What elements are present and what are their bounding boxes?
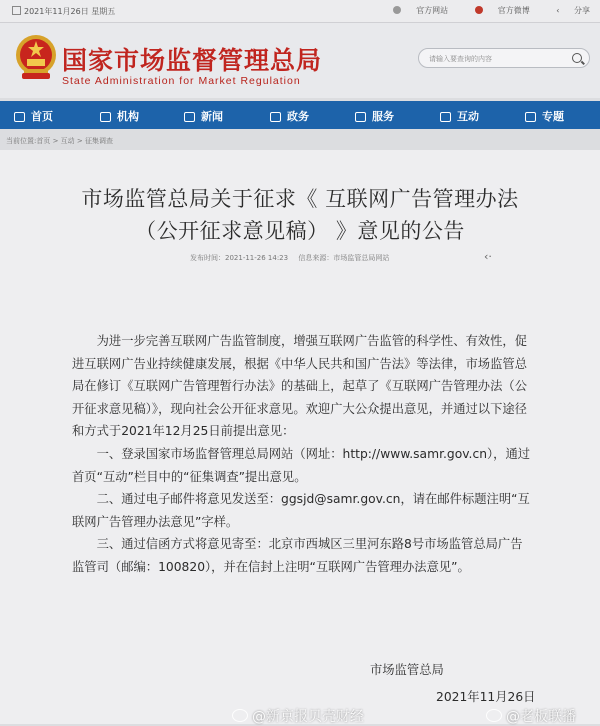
article-body [72,330,532,579]
nav-item-topics[interactable]: 专题 [525,108,564,124]
topics-icon [525,112,536,122]
institution-icon [100,112,111,122]
watermark-right: @老板联播 [486,706,576,726]
body-paragraph: 三、通过信函方式将意见寄至：北京市西城区三里河东路8号市场监管总局广告监管司（邮编：100820），并在信封上注明“互联网广告管理办法意见”。 [72,537,523,574]
interaction-icon [440,112,451,122]
share-icon[interactable]: ‹· [484,250,492,263]
calendar-icon [12,6,21,15]
nav-item-interaction[interactable]: 互动 [440,108,479,124]
site-icon [393,6,401,14]
affairs-icon [270,112,281,122]
article-title-line-2: （公开征求意见稿） 》意见的公告 [135,219,465,243]
search-input[interactable] [418,48,590,68]
home-icon [14,112,25,122]
site-header [0,23,600,98]
news-icon [184,112,195,122]
site-title-en: State Administration for Market Regulation [62,75,301,87]
share-icon: ‹ [556,6,560,15]
top-links [369,5,590,16]
publish-time: 发布时间：2021-11-26 14:23 [190,254,289,262]
body-paragraph: 二、通过电子邮件将意见发送至：ggsjd@samr.gov.cn，请在邮件标题注明“互联网广告管理办法意见”字样。 [72,492,530,529]
search-icon[interactable] [572,53,582,63]
weibo-icon [486,709,502,722]
weibo-icon [475,6,483,14]
current-date: 2021年11月26日 星期五 [12,6,115,17]
article-meta [190,253,397,263]
search-placeholder: 请输入要查询的内容 [429,55,492,63]
top-utility-bar [0,0,600,23]
watermark-left: @新京报贝壳财经 [232,706,364,726]
signature-date: 2021年11月26日 [436,690,536,704]
weibo-icon [232,709,248,722]
national-emblem-icon [14,33,58,83]
article-panel [0,150,600,724]
nav-item-services[interactable]: 服务 [355,108,394,124]
nav-item-institutions[interactable]: 机构 [100,108,139,124]
site-title-cn[interactable]: 国家市场监督管理总局 [62,46,323,75]
article-title [0,183,600,247]
signer: 市场监管总局 [370,663,444,677]
nav-item-affairs[interactable]: 政务 [270,108,309,124]
body-paragraph: 为进一步完善互联网广告监管制度，增强互联网广告监管的科学性、有效性，促进互联网广告业持续健康发展，根据《中华人民共和国广告法》等法律，市场监管总局在修订《互联网广告管理暂行办法》的基础上，起草了《互联网广告管理办法（公开征求意见稿）》，现向社会公开征求意见。欢迎广大公众提出意见，并通过以下途径和方式于2021年12月25日前提出意见： [72,334,527,439]
main-nav [0,101,600,129]
official-weibo-link[interactable]: 官方微博 [463,6,530,15]
nav-item-home[interactable]: 首页 [14,108,53,124]
breadcrumb[interactable]: 当前位置:首页 > 互动 > 征集调查 [6,137,113,145]
official-site-link[interactable]: 官方网站 [381,6,448,15]
article-title-line-1: 市场监管总局关于征求《 互联网广告管理办法 [81,187,519,211]
info-source: 信息来源：市场监管总局网站 [298,254,390,262]
nav-item-news[interactable]: 新闻 [184,108,223,124]
share-link[interactable]: ‹ 分享 [556,6,590,15]
services-icon [355,112,366,122]
body-paragraph: 一、登录国家市场监督管理总局网站（网址：http://www.samr.gov.cn），通过首页“互动”栏目中的“征集调查”提出意见。 [72,446,531,484]
